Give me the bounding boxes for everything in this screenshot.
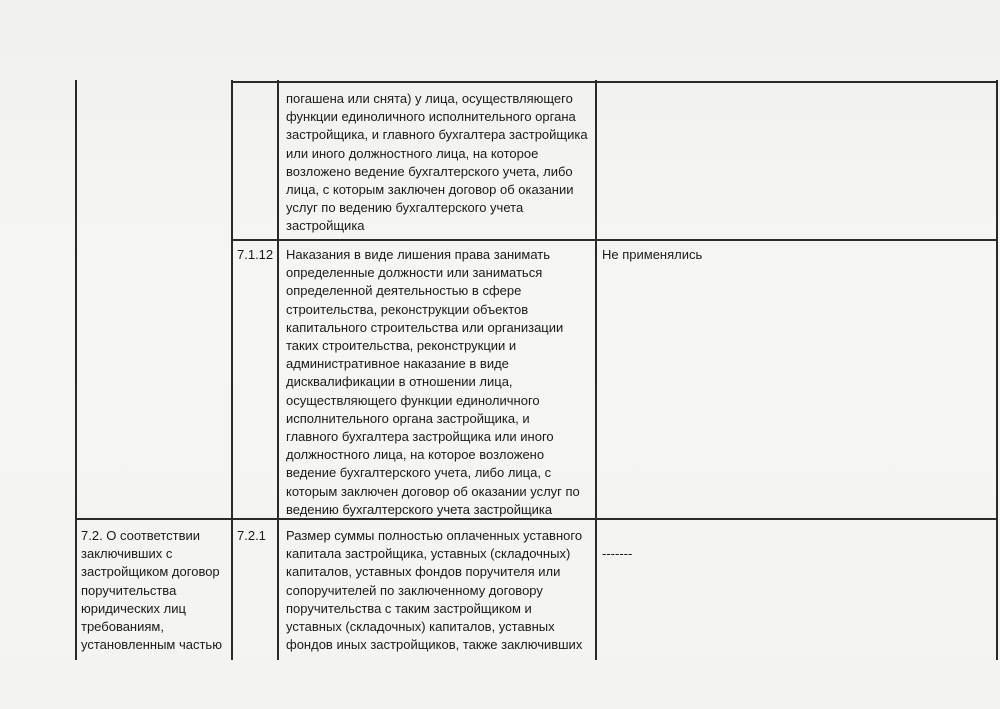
table-row-3-number: 7.2.1 xyxy=(237,528,266,543)
table-border-left xyxy=(75,80,77,660)
column-divider-3 xyxy=(595,80,597,660)
table-row-2-value: Не применялись xyxy=(602,247,703,262)
table-row-2-number: 7.1.12 xyxy=(237,247,274,262)
table-row-3-description: Размер суммы полностью оплаченных уставного капитала застройщика, уставных (складочных) капиталов, уставных фондов поручителя или сопоручителей по заключенному договору поручительства с таким застройщиком и уставных (складочных) капиталов, уставных фондов иных застройщиков, также заключивших xyxy=(286,528,583,653)
column-divider-2 xyxy=(277,80,279,660)
table-row-1-description: погашена или снята) у лица, осуществляющего функции единоличного исполнительного органа застройщика, и главного бухгалтера застройщика или иного должностного лица, на которое возложено ведение бухгалтерского учета, либо лица, с которым заключен договор об оказании услуг по ведению бухгалтерского учета застройщика xyxy=(286,91,588,234)
table-border-top xyxy=(231,81,997,83)
table-border-right xyxy=(996,80,998,660)
row-divider-1 xyxy=(231,239,997,241)
table-row-3-section: 7.2. О соответствии заключивших с застройщиком договор поручительства юридических лиц требованиям, установленным частью xyxy=(81,528,222,653)
column-divider-1 xyxy=(231,80,233,660)
table-row-3-value: ------- xyxy=(602,546,633,561)
table-row-2-description: Наказания в виде лишения права занимать определенные должности или заниматься определенной деятельностью в сфере строительства, реконструкции объектов капитального строительства или организации таких строительства, реконструкции и административное наказание в виде дисквалификации в отношении лица, осуществляющего функции единоличного исполнительного органа застройщика, и главного бухгалтера застройщика или иного должностного лица, на которое возложено ведение бухгалтерского учета, либо лица, с которым заключен договор об оказании услуг по ведению бухгалтерского учета застройщика xyxy=(286,247,580,517)
